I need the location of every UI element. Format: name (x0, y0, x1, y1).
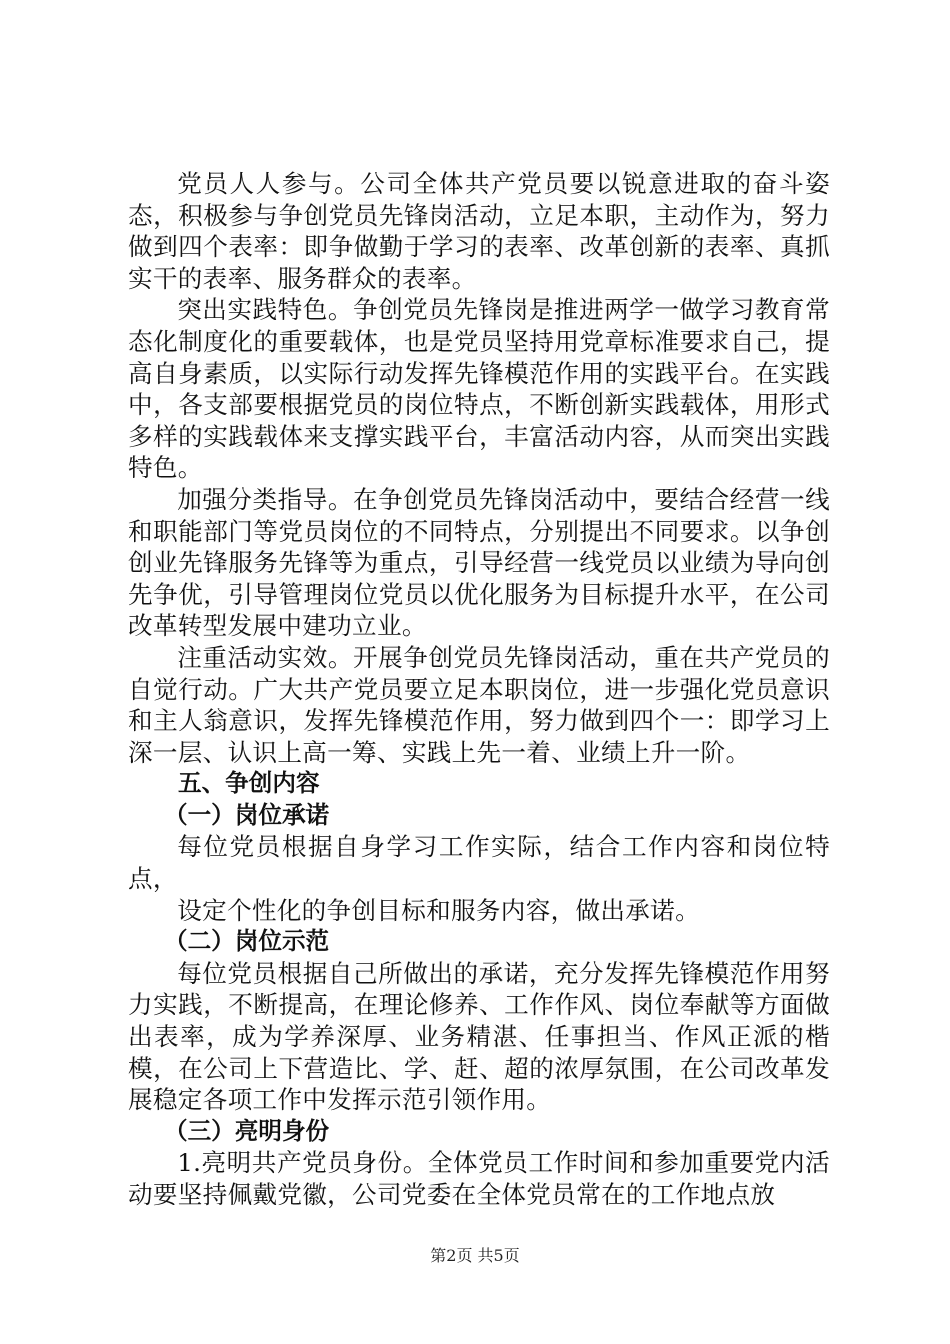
paragraph-show-identity: 1.亮明共产党员身份。全体党员工作时间和参加重要党内活动要坚持佩戴党徽，公司党委在全体党员常在的工作地点放 (128, 1148, 830, 1209)
subheading-show-identity: （三）亮明身份 (164, 1116, 330, 1145)
page-footer: 第2页 共5页 (430, 1246, 520, 1265)
subheading-post-commitment: （一）岗位承诺 (164, 800, 330, 829)
paragraph-classified-guidance: 加强分类指导。在争创党员先锋岗活动中，要结合经营一线和职能部门等党员岗位的不同特点，分别提出不同要求。以争创创业先锋服务先锋等为重点，引导经营一线党员以业绩为导向创先争优，引导管理岗位党员以优化服务为目标提升水平，在公司改革转型发展中建功立业。 (128, 484, 830, 641)
paragraph-commitment-1: 每位党员根据自身学习工作实际，结合工作内容和岗位特点， (128, 832, 830, 894)
paragraph-commitment-2: 设定个性化的争创目标和服务内容，做出承诺。 (177, 895, 700, 925)
paragraph-practice-features: 突出实践特色。争创党员先锋岗是推进两学一做学习教育常态化制度化的重要载体，也是党员坚持用党章标准要求自己，提高自身素质，以实际行动发挥先锋模范作用的实践平台。在实践中，各支部要根据党员的岗位特点，不断创新实践载体，用形式多样的实践载体来支撑实践平台，丰富活动内容，从而突出实践特色。 (128, 295, 830, 483)
paragraph-party-members-participate: 党员人人参与。公司全体共产党员要以锐意进取的奋斗姿态，积极参与争创党员先锋岗活动，立足本职，主动作为，努力做到四个表率：即争做勤于学习的表率、改革创新的表率、真抓实干的表率、服务群众的表率。 (128, 169, 830, 293)
document-body (128, 168, 830, 1211)
subheading-post-demonstration: （二）岗位示范 (164, 927, 330, 956)
section-heading-content: 五、争创内容 (178, 769, 320, 798)
paragraph-activity-effectiveness: 注重活动实效。开展争创党员先锋岗活动，重在共产党员的自觉行动。广大共产党员要立足本职岗位，进一步强化党员意识和主人翁意识，发挥先锋模范作用，努力做到四个一：即学习上深一层、认识上高一筹、实践上先一着、业绩上升一阶。 (128, 642, 830, 767)
paragraph-demonstration: 每位党员根据自己所做出的承诺，充分发挥先锋模范作用努力实践，不断提高，在理论修养、工作作风、岗位奉献等方面做出表率，成为学养深厚、业务精湛、任事担当、作风正派的楷模，在公司上下营造比、学、赶、超的浓厚氛围，在公司改革发展稳定各项工作中发挥示范引领作用。 (128, 958, 830, 1115)
